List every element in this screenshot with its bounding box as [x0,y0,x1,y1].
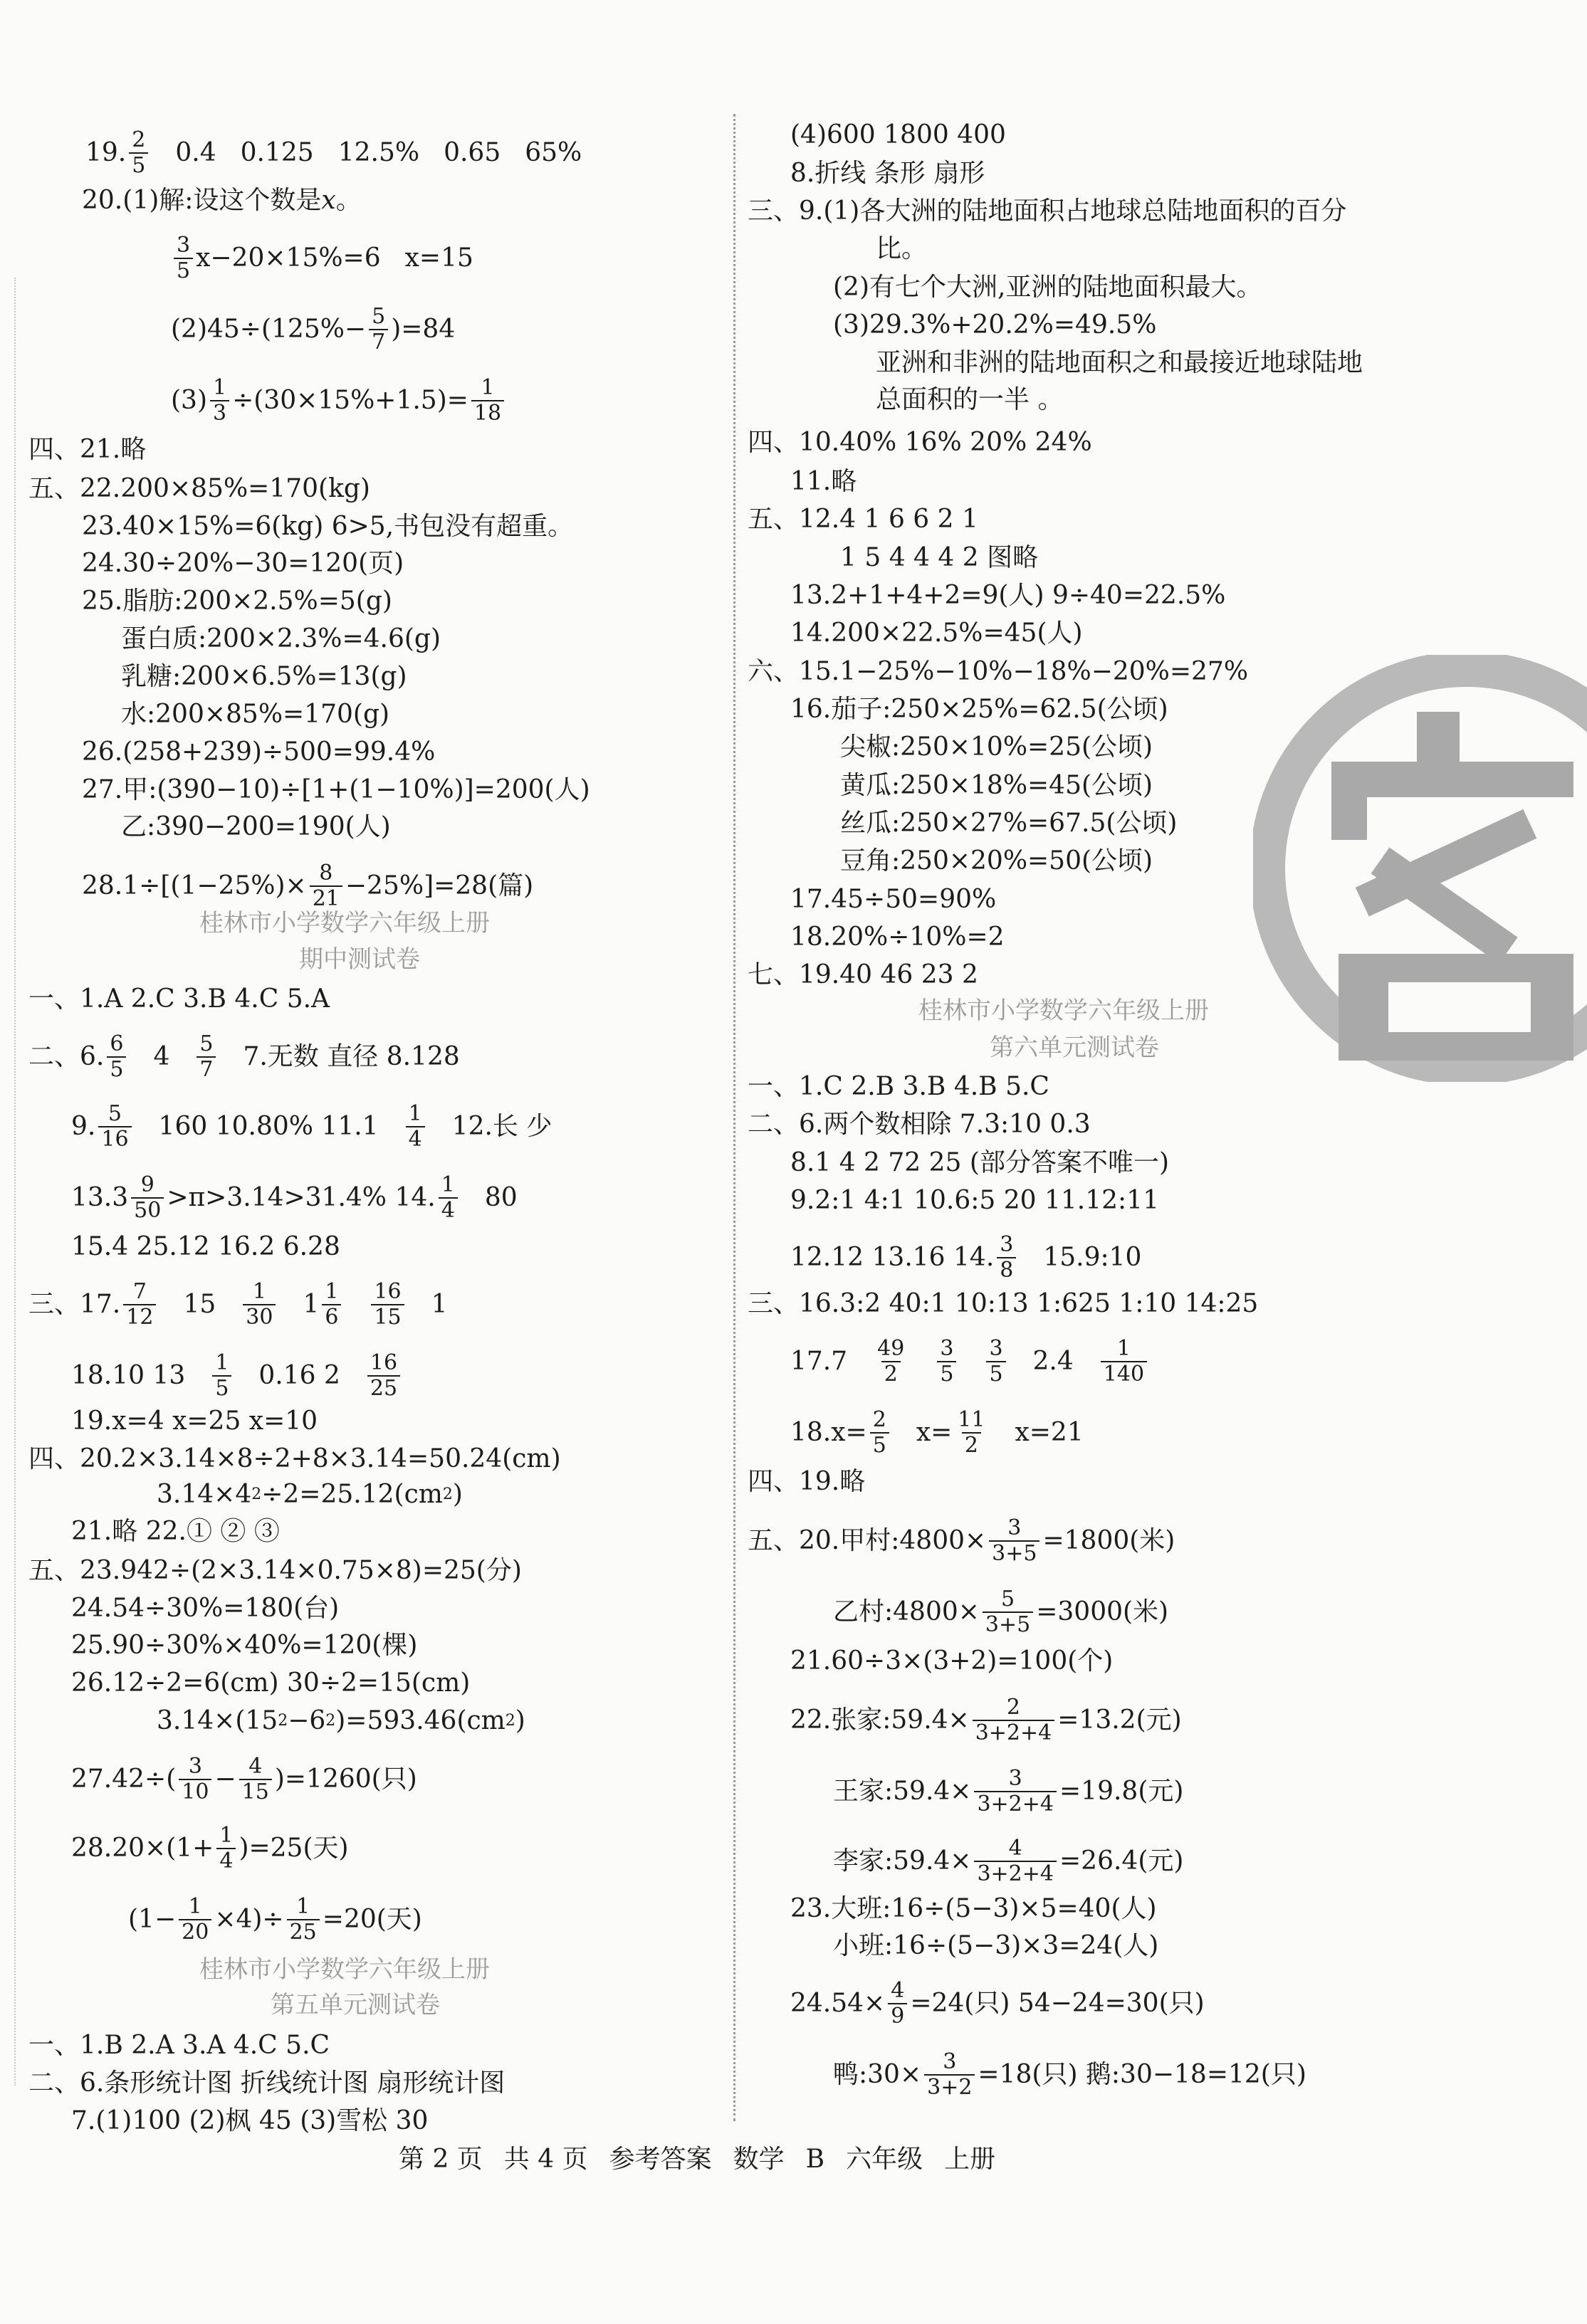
answer-23: 23.40×15%=6(kg) 6>5,书包没有超重。 [82,512,574,541]
fraction: $\frac{2}{5}$ [129,128,148,178]
page-total: 共 4 页 [503,2145,588,2174]
answer-24: 24.30÷20%−30=120(页) [82,549,404,578]
footer-edition: B [805,2145,825,2174]
answer-20-2: (2)45÷(125%− $\frac{5}{7}$ )=84 [171,304,456,354]
section-subtitle: 第五单元测试卷 [271,1991,440,2019]
answer-19: 19. $\frac{2}{5}$ 0.4 0.125 12.5% 0.65 65% [85,127,582,178]
answer-27: 27.甲:(390−10)÷[1+(1−10%)]=200(人) [82,775,590,804]
section-subtitle: 第六单元测试卷 [990,1034,1159,1062]
footer-volume: 上册 [944,2145,996,2174]
page-number: 第 2 页 [399,2145,483,2174]
left-margin-dots [14,278,16,2086]
footer-subject: 数学 [733,2145,785,2174]
answer-28: 28.1÷[(1−25%)× $\frac{8}{21}$ −25%]=28(篇) [82,861,534,911]
section-title: 桂林市小学数学六年级上册 [918,997,1209,1025]
footer-doc-type: 参考答案 [609,2145,712,2174]
footer-grade: 六年级 [846,2145,923,2174]
page-footer [399,2144,995,2175]
section-title: 桂林市小学数学六年级上册 [199,1955,490,1984]
answer-20-3: (3) $\frac{1}{3}$ ÷(30×15%+1.5)= $\frac{1}{18}$ [171,376,507,426]
answer-21: 四、21.略 [28,435,147,464]
answer-20-1: 20.(1)解:设这个数是 x 。 [82,186,362,215]
section-subtitle: 期中测试卷 [299,945,420,974]
answer-26: 26.(258+239)÷500=99.4% [82,737,436,767]
answer-20-1-eq: $\frac{3}{5}$ x−20×15%=6 x=15 [171,233,473,283]
answer-22: 五、22.200×85%=170(kg) [28,474,370,503]
watermark-stamp [1253,655,1587,1082]
section-title: 桂林市小学数学六年级上册 [199,909,490,937]
column-divider [733,114,735,2121]
answer-25: 25.脂肪:200×2.5%=5(g) [82,587,392,616]
